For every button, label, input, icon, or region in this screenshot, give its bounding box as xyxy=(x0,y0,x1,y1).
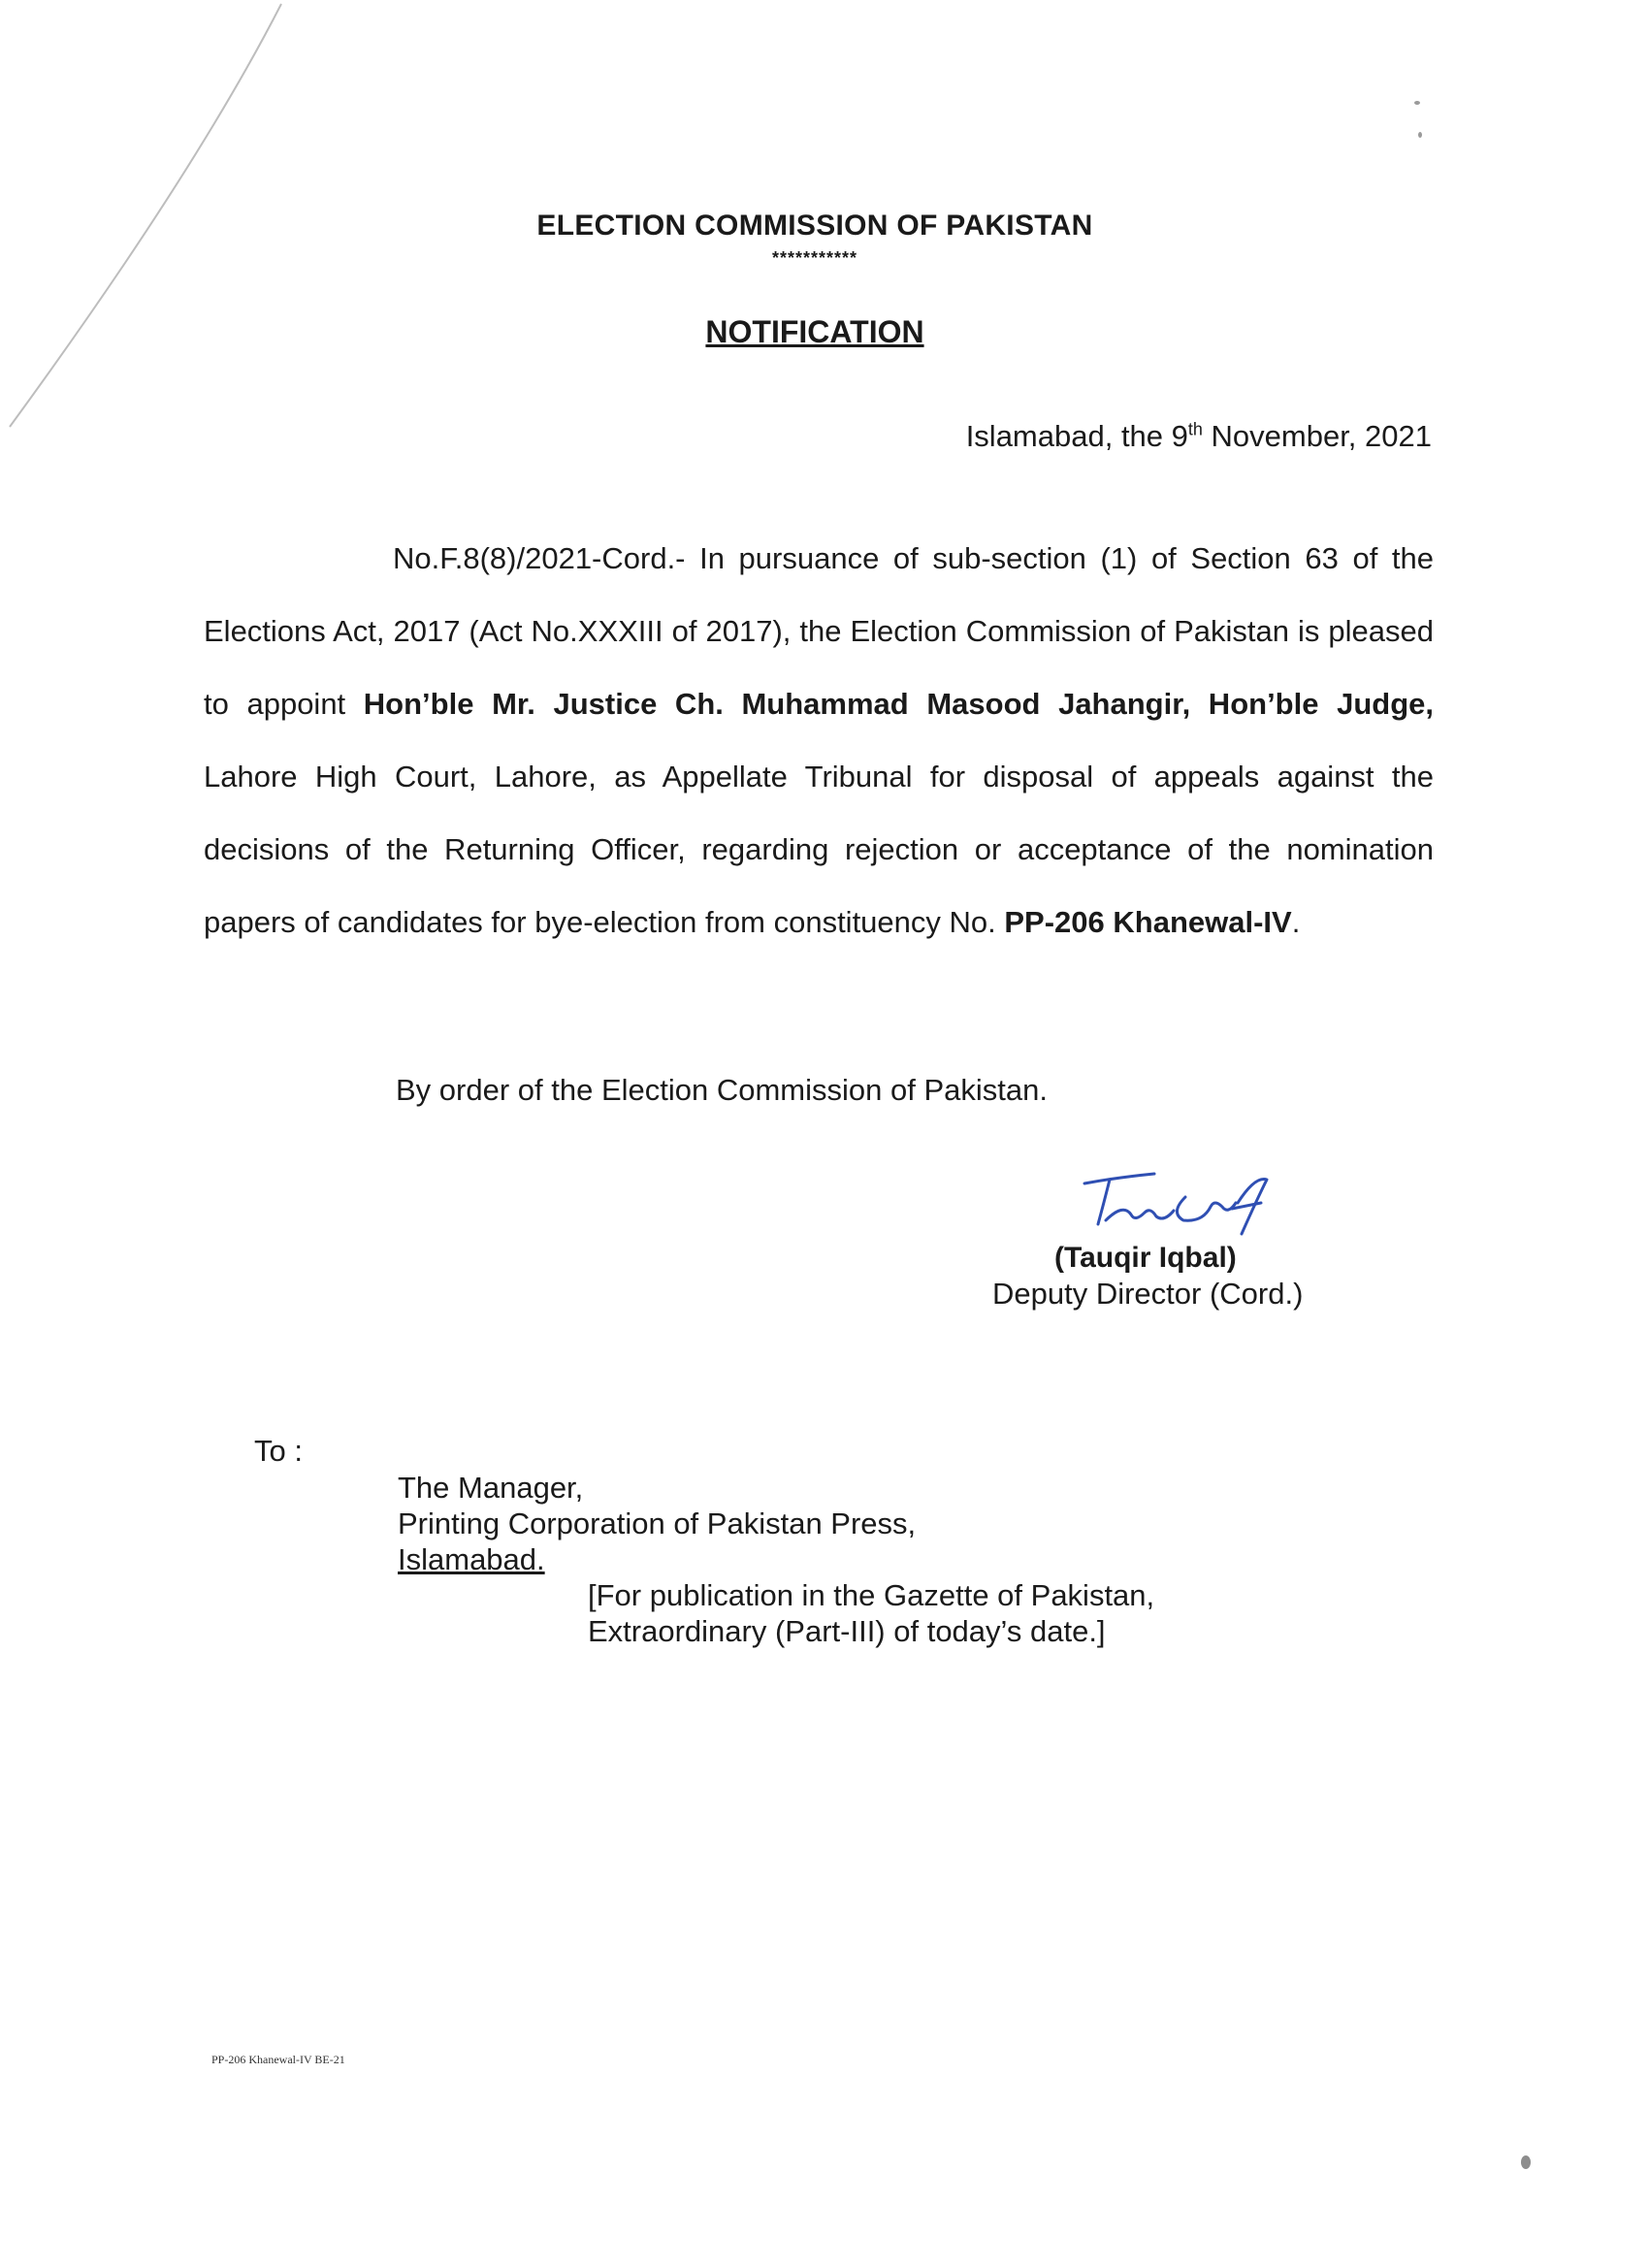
constituency-name: PP-206 Khanewal-IV xyxy=(1004,905,1292,939)
date-line xyxy=(966,419,1432,454)
appointee-name: Hon’ble Mr. Justice Ch. Muhammad Masood Jahangir, Hon’ble Judge, xyxy=(363,687,1434,721)
handwritten-signature xyxy=(1077,1164,1280,1242)
order-line: By order of the Election Commission of Pakistan. xyxy=(396,1073,1048,1107)
footer-reference-code: PP-206 Khanewal-IV BE-21 xyxy=(211,2053,345,2066)
to-label: To : xyxy=(254,1434,303,1468)
address-line-1: The Manager, xyxy=(398,1471,584,1505)
scan-speck xyxy=(1418,132,1422,138)
heading-separator: *********** xyxy=(771,248,858,268)
notification-heading: NOTIFICATION xyxy=(705,314,924,349)
body-text-part-3: . xyxy=(1291,905,1301,939)
publication-note xyxy=(588,1577,1154,1649)
date-ordinal-suffix: th xyxy=(1187,419,1203,439)
publication-note-line-2: Extraordinary (Part-III) of today’s date.] xyxy=(588,1614,1106,1648)
scan-speck xyxy=(1414,101,1420,105)
recipient-address xyxy=(398,1470,916,1577)
address-line-2: Printing Corporation of Pakistan Press, xyxy=(398,1507,917,1540)
body-text-part-2: Lahore High Court, Lahore, as Appellate Tribunal for disposal of appeals against the decisions of the Returning Officer, regarding rejection or acceptance of the nomination papers of candidates for bye-election from constituency No. xyxy=(204,760,1434,939)
body-text-part-1: No.F.8(8)/2021-Cord.- In pursuance of sub-section (1) of Section 63 of the Elections Act, 2017 (Act No.XXXIII of 2017), the Election Commission of Pakistan is pleased to appoint xyxy=(204,541,1434,721)
date-rest: November, 2021 xyxy=(1202,419,1432,453)
scan-speck xyxy=(1521,2155,1531,2169)
notification-body xyxy=(204,522,1434,958)
date-prefix: Islamabad, the 9 xyxy=(965,419,1188,453)
publication-note-line-1: [For publication in the Gazette of Pakistan, xyxy=(588,1578,1155,1612)
signatory-name: (Tauqir Iqbal) xyxy=(1054,1242,1237,1274)
signatory-designation: Deputy Director (Cord.) xyxy=(992,1277,1304,1311)
organization-heading: ELECTION COMMISSION OF PAKISTAN xyxy=(536,210,1093,242)
address-line-3: Islamabad. xyxy=(398,1542,545,1576)
